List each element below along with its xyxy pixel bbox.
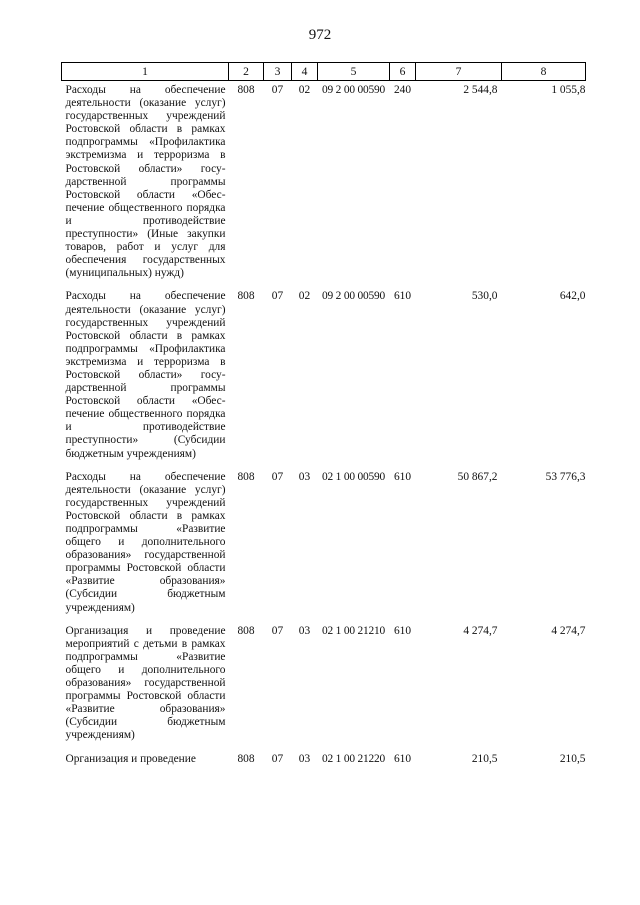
col-header-2: 2	[229, 63, 264, 81]
table-row	[62, 287, 586, 467]
header-row	[62, 63, 586, 81]
table-row	[62, 468, 586, 622]
subsection-code: 03	[298, 470, 311, 483]
section-code: 07	[271, 84, 284, 96]
section-code: 07	[271, 624, 284, 637]
target-item-code: 09 2 00 00590	[322, 84, 385, 96]
amount-col7: 4 274,7	[463, 624, 498, 637]
expense-type-code: 610	[393, 470, 412, 483]
subsection-code: 02	[298, 84, 311, 96]
amount-col7: 50 867,2	[457, 470, 498, 483]
table-row	[62, 750, 586, 766]
ministry-code: 808	[237, 84, 255, 96]
section-code: 07	[271, 470, 284, 483]
target-item-code: 02 1 00 21210	[322, 624, 385, 637]
col-header-1: 1	[62, 63, 229, 81]
amount-col7: 2 544,8	[463, 84, 498, 96]
table-row	[62, 622, 586, 750]
ministry-code: 808	[237, 624, 255, 637]
expense-type-code: 610	[393, 290, 412, 303]
amount-col7: 210,5	[471, 752, 498, 765]
target-item-code: 02 1 00 00590	[322, 470, 385, 483]
col-header-8: 8	[502, 63, 586, 81]
page-number: 972	[308, 27, 332, 43]
expense-type-code: 610	[393, 752, 412, 765]
subsection-code: 02	[298, 290, 311, 303]
row-name: Расходы на обеспечение деятельности (оказание услуг) государственных учреждений Ростовской области в рамках подпрограммы «Профилактика экстремизма и терроризма в Ростовской области» государственной программы Ростовской области «Обеспечение общественного порядка и противодействие преступности» (Иные закупки товаров, работ и услуг для обеспечения государственных (муниципальных) нужд)	[65, 84, 226, 280]
amount-col7: 530,0	[471, 290, 498, 303]
row-name: Расходы на обеспечение деятельности (оказание услуг) государственных учреждений Ростовской области в рамках подпрограммы «Развитие общего и дополнительного образования» государственной программы Ростовской области «Развитие образования» (Субсидии бюджетным учреждениям)	[65, 470, 226, 614]
expense-type-code: 610	[393, 624, 412, 637]
row-name: Организация и проведение	[65, 752, 196, 765]
col-header-4: 4	[292, 63, 318, 81]
budget-table	[61, 62, 586, 766]
amount-col8: 210,5	[559, 752, 586, 765]
ministry-code: 808	[237, 290, 255, 303]
target-item-code: 09 2 00 00590	[322, 290, 385, 303]
section-code: 07	[271, 290, 284, 303]
table-row	[62, 81, 586, 288]
ministry-code: 808	[237, 470, 255, 483]
amount-col8: 1 055,8	[551, 84, 586, 96]
row-name: Организация и проведение мероприятий с детьми в рамках подпрограммы «Развитие общего и дополнительного образования» государственной программы Ростовской области «Развитие образования» (Субсидии бюджетным учреждениям)	[65, 624, 226, 742]
section-code: 07	[271, 752, 284, 765]
subsection-code: 03	[298, 624, 311, 637]
row-name: Расходы на обеспечение деятельности (оказание услуг) государственных учреждений Ростовской области в рамках подпрограммы «Профилактика экстремизма и терроризма в Ростовской области» государственной программы Ростовской области «Обеспечение общественного порядка и противодействие преступности» (Субсидии бюджетным учреждениям)	[65, 290, 226, 460]
col-header-3: 3	[264, 63, 292, 81]
col-header-6: 6	[390, 63, 416, 81]
ministry-code: 808	[237, 752, 255, 765]
col-header-7: 7	[416, 63, 502, 81]
amount-col8: 53 776,3	[545, 470, 586, 483]
subsection-code: 03	[298, 752, 311, 765]
amount-col8: 642,0	[559, 290, 586, 303]
expense-type-code: 240	[393, 84, 412, 96]
col-header-5: 5	[318, 63, 390, 81]
target-item-code: 02 1 00 21220	[322, 752, 385, 765]
amount-col8: 4 274,7	[551, 624, 586, 637]
